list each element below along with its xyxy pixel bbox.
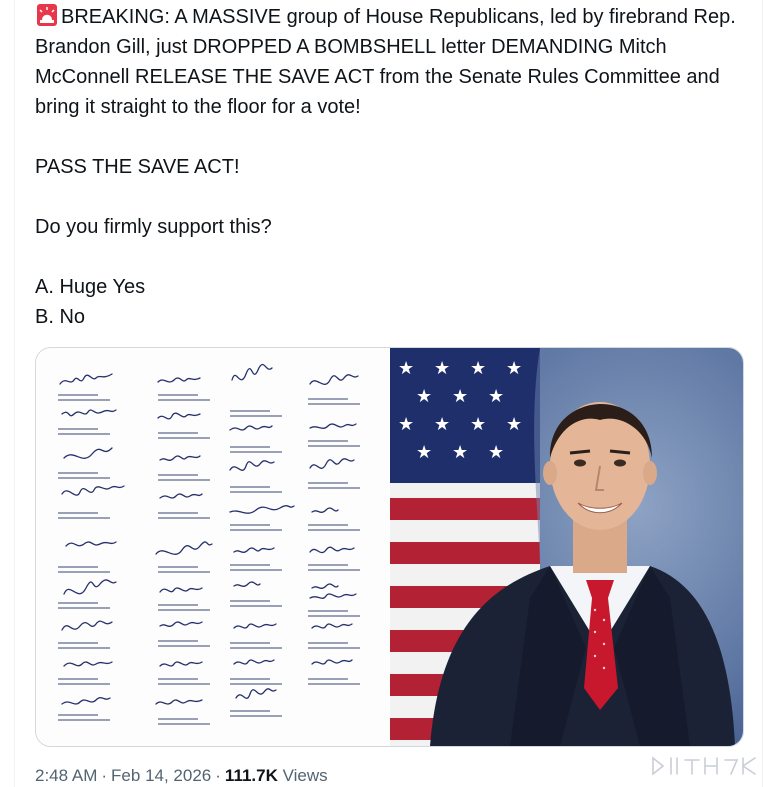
svg-text:★: ★ [416, 386, 433, 407]
congressman-photo[interactable] [390, 348, 743, 746]
svg-text:★: ★ [488, 386, 505, 407]
watermark-icon [649, 752, 759, 778]
post-text [35, 2, 755, 332]
svg-text:★: ★ [398, 414, 415, 435]
meta-separator: · [215, 766, 221, 785]
post-media[interactable] [35, 347, 744, 747]
svg-text:★: ★ [398, 358, 415, 379]
portrait-graphic [390, 348, 743, 746]
post-time[interactable]: 2:48 AM [35, 766, 98, 785]
svg-text:★: ★ [434, 358, 451, 379]
post-paragraph-headline [35, 2, 755, 122]
svg-text:★: ★ [452, 386, 469, 407]
headline-text: BREAKING: A MASSIVE group of House Republicans, led by firebrand Rep. Brandon Gill, just DROPPED A BOMBSHELL letter DEMANDING Mitch McConnell RELEASE THE SAVE ACT from the Senate Rules Committee and bring it straight to the floor for a vote! [35, 6, 736, 118]
post-paragraph-question: Do you firmly support this? [35, 216, 272, 238]
post-meta [35, 766, 328, 786]
poll-option-a: A. Huge Yes [35, 276, 146, 298]
post-paragraph-slogan: PASS THE SAVE ACT! [35, 156, 240, 178]
poll-option-b: B. No [35, 306, 86, 328]
svg-text:★: ★ [488, 442, 505, 463]
svg-text:★: ★ [506, 414, 523, 435]
svg-text:★: ★ [416, 442, 433, 463]
signature-page-image[interactable] [36, 348, 390, 746]
meta-separator: · [101, 766, 108, 785]
svg-text:★: ★ [434, 414, 451, 435]
svg-text:★: ★ [470, 358, 487, 379]
post-date[interactable]: Feb 14, 2026 [111, 766, 212, 785]
siren-icon [35, 4, 59, 26]
views-label: Views [282, 766, 328, 785]
views-count: 111.7K [224, 766, 278, 785]
svg-text:★: ★ [470, 414, 487, 435]
svg-text:★: ★ [452, 442, 469, 463]
svg-text:★: ★ [506, 358, 523, 379]
signatures-graphic [36, 348, 390, 746]
